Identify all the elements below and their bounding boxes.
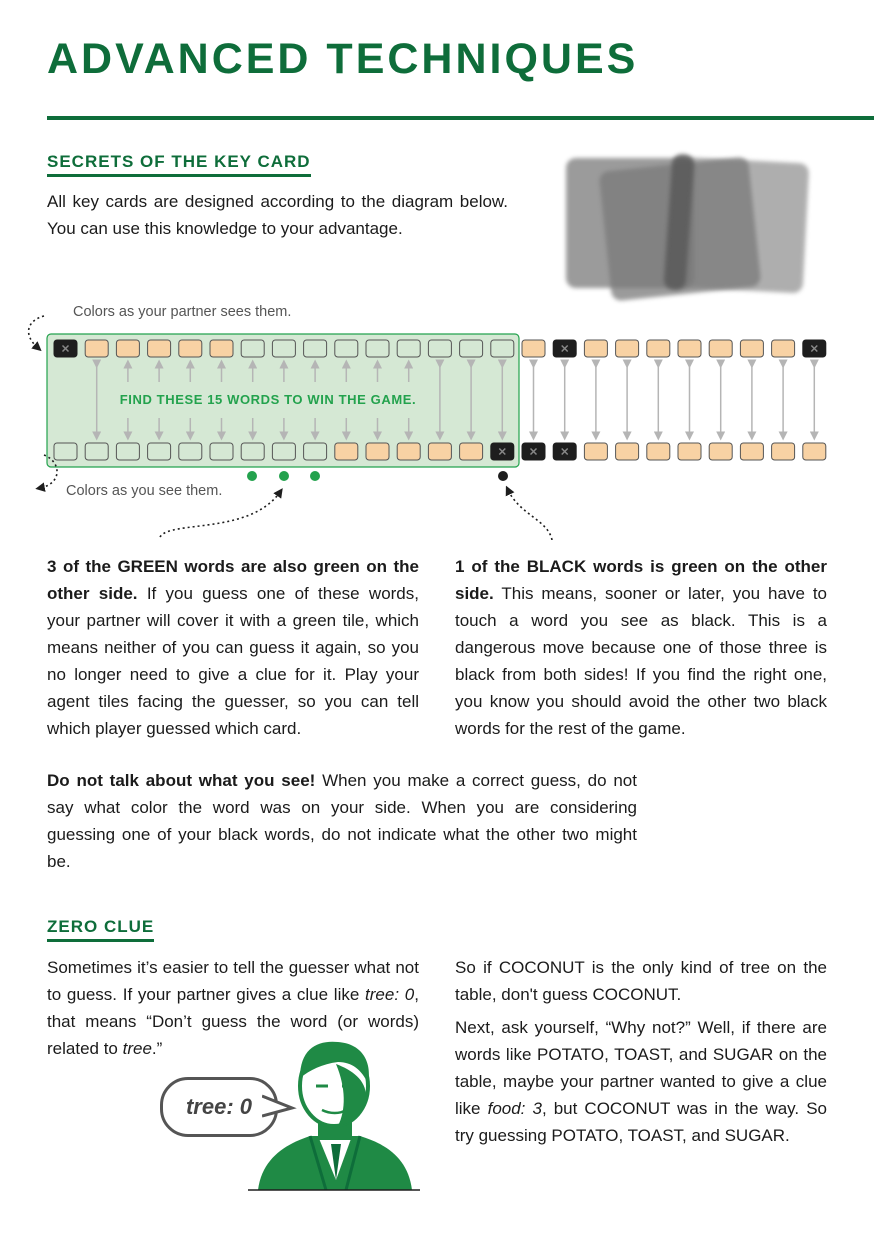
top-tile-green xyxy=(428,340,451,357)
top-tile-green xyxy=(491,340,514,357)
zero-clue-heading: ZERO CLUE xyxy=(47,917,154,942)
top-tile-tan xyxy=(709,340,732,357)
green-dot xyxy=(247,471,257,481)
zero-clue-right-p2 xyxy=(455,1014,827,1149)
zero-clue-right-p1: So if COCONUT is the only kind of tree on the table, don't guess COCONUT. xyxy=(455,958,827,1004)
bottom-tile-tan xyxy=(616,443,639,460)
bottom-tile-green xyxy=(272,443,295,460)
top-tile-tan xyxy=(179,340,202,357)
title-divider xyxy=(47,116,874,120)
zero-clue-text: , but COCONUT was in the way. So try guessing POTATO, TOAST, and SUGAR. xyxy=(455,1099,827,1145)
bottom-tile-green xyxy=(54,443,77,460)
green-words-paragraph xyxy=(47,553,419,742)
black-words-lead: 1 of the BLACK words is green on the other side. xyxy=(455,557,827,603)
black-words-paragraph xyxy=(455,553,827,742)
bottom-tile-tan xyxy=(678,443,701,460)
green-words-body: If you guess one of these words, your partner will cover it with a green tile, which means neither of you can guess it again, so you no longer need to give a clue for it. Play your agent tiles facing the guesser, so you can tell which player guessed which card. xyxy=(47,584,419,738)
top-tile-tan xyxy=(740,340,763,357)
zero-clue-text: Next, ask yourself, “Why not?” Well, if there are words like POTATO, TOAST, and SUGAR on the table, maybe your partner wanted to give a clue like xyxy=(455,1018,827,1118)
top-tile-green xyxy=(304,340,327,357)
bottom-tile-tan xyxy=(740,443,763,460)
bottom-tile-tan xyxy=(647,443,670,460)
key-cards-illustration xyxy=(560,150,820,310)
top-tile-green xyxy=(335,340,358,357)
key-card-heading-wrap xyxy=(47,152,311,172)
top-tile-tan xyxy=(678,340,701,357)
top-tile-tan xyxy=(647,340,670,357)
top-tile-green xyxy=(272,340,295,357)
bottom-tile-tan xyxy=(366,443,389,460)
top-tile-tan xyxy=(116,340,139,357)
partner-pointer xyxy=(29,316,44,348)
bottom-tile-tan xyxy=(428,443,451,460)
top-tile-green xyxy=(241,340,264,357)
green-dot xyxy=(310,471,320,481)
top-tile-green xyxy=(366,340,389,357)
black-pointer xyxy=(508,490,552,540)
key-card-heading: SECRETS OF THE KEY CARD xyxy=(47,152,311,177)
key-card-diagram xyxy=(0,300,874,540)
dont-talk-paragraph xyxy=(47,767,637,875)
page-title: ADVANCED TECHNIQUES xyxy=(47,35,639,83)
top-tile-tan xyxy=(85,340,108,357)
win-zone-text: FIND THESE 15 WORDS TO WIN THE GAME. xyxy=(119,392,417,407)
bottom-tile-green xyxy=(304,443,327,460)
bottom-tile-green xyxy=(210,443,233,460)
bottom-tile-tan xyxy=(335,443,358,460)
bottom-tile-green xyxy=(116,443,139,460)
top-tile-tan xyxy=(522,340,545,357)
bottom-tile-tan xyxy=(397,443,420,460)
bottom-tile-tan xyxy=(709,443,732,460)
zero-clue-text: , that means “Don’t guess the word (or words) related to xyxy=(47,985,419,1058)
bottom-tile-tan xyxy=(803,443,826,460)
food-clue-example: food: 3 xyxy=(487,1099,542,1118)
bottom-tile-green xyxy=(241,443,264,460)
your-colors-label: Colors as you see them. xyxy=(66,483,223,499)
partner-colors-label: Colors as your partner sees them. xyxy=(73,304,292,320)
bottom-tile-green xyxy=(148,443,171,460)
bottom-tile-green xyxy=(85,443,108,460)
black-dot xyxy=(498,471,508,481)
key-card-intro: All key cards are designed according to the diagram below. You can use this knowledge to your advantage. xyxy=(47,192,508,238)
bottom-tile-tan xyxy=(460,443,483,460)
dont-talk-lead: Do not talk about what you see! xyxy=(47,771,316,790)
green-dot xyxy=(279,471,289,481)
bottom-tile-tan xyxy=(772,443,795,460)
top-tile-tan xyxy=(772,340,795,357)
spymaster-illustration xyxy=(248,1040,420,1192)
top-tile-tan xyxy=(148,340,171,357)
zero-clue-text: Sometimes it’s easier to tell the guesser what not to guess. If your partner gives a clue like xyxy=(47,958,419,1004)
bottom-tile-tan xyxy=(584,443,607,460)
bottom-tile-green xyxy=(179,443,202,460)
zero-clue-word: tree xyxy=(122,1039,152,1058)
top-tile-tan xyxy=(584,340,607,357)
zero-clue-example: tree: 0 xyxy=(365,985,415,1004)
top-tile-green xyxy=(397,340,420,357)
dont-talk-body: When you make a correct guess, do not say what color the word was on your side. When you are considering guessing one of your black words, do not indicate what the other two might be. xyxy=(47,771,637,871)
green-words-lead: 3 of the GREEN words are also green on the other side. xyxy=(47,557,419,603)
top-tile-tan xyxy=(210,340,233,357)
speech-bubble: tree: 0 xyxy=(160,1077,278,1137)
top-tile-green xyxy=(460,340,483,357)
zero-clue-heading-wrap xyxy=(47,917,154,937)
top-tile-tan xyxy=(616,340,639,357)
zero-clue-text: .” xyxy=(151,1039,163,1058)
black-words-body: This means, sooner or later, you have to touch a word you see as black. This is a dangerous move because one of those three is black from both sides! If you find the right one, you know you should avoid the other two black words for the rest of the game. xyxy=(455,584,827,738)
